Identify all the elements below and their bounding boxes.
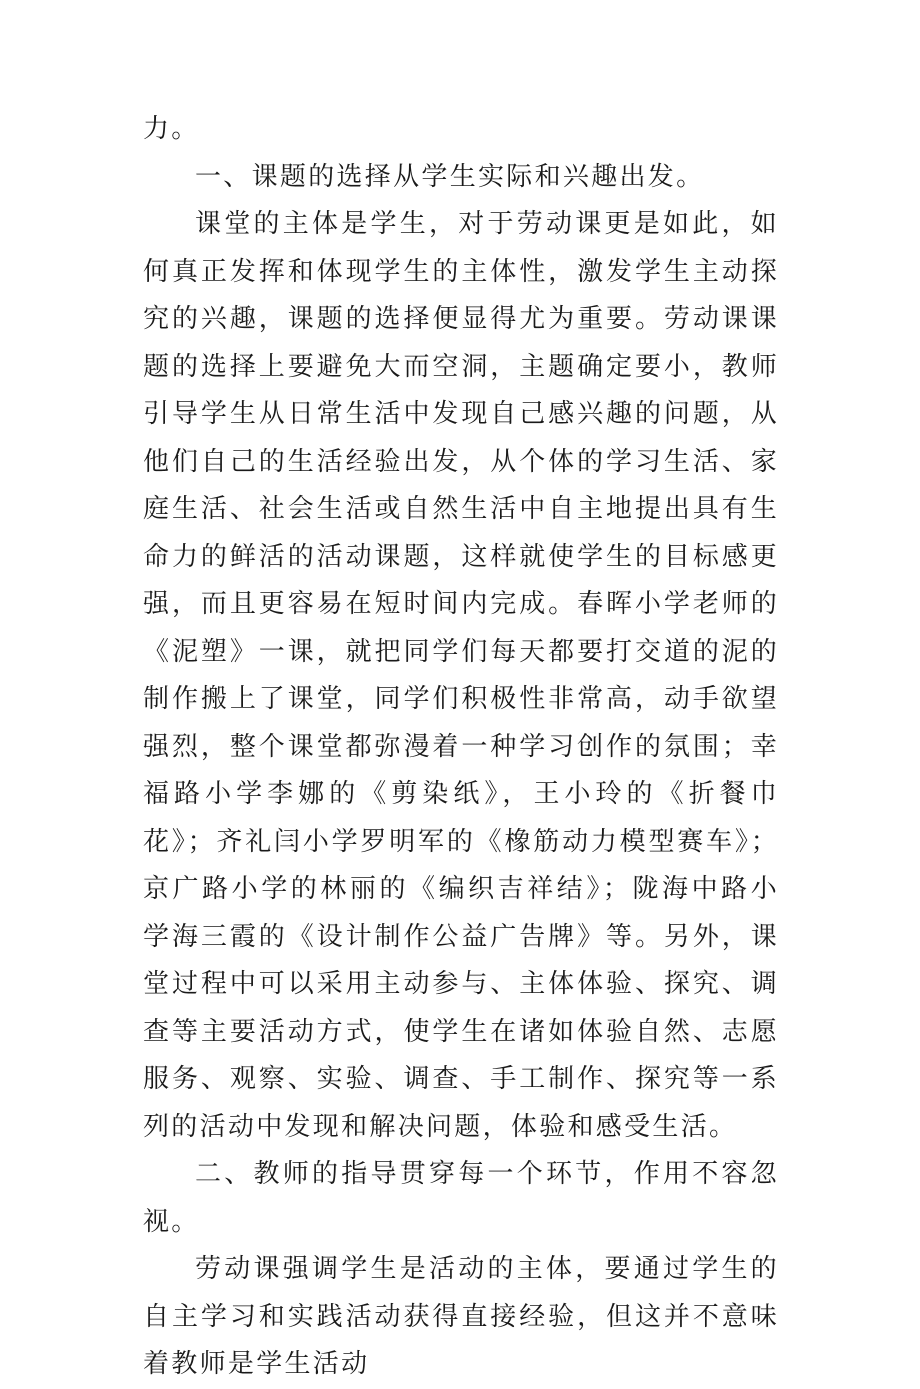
section-heading-2: 二、教师的指导贯穿每一个环节，作用不容忽视。 — [143, 1159, 779, 1237]
section-heading-1: 一、课题的选择从学生实际和兴趣出发。 — [195, 161, 705, 192]
paragraph-topic-selection: 课堂的主体是学生，对于劳动课更是如此，如何真正发挥和体现学生的主体性，激发学生主动探究的兴趣，课题的选择便显得尤为重要。劳动课课题的选择上要避免大而空洞，主题确定要小，教师引导学生从日常生活中发现自己感兴趣的问题，从他们自己的生活经验出发，从个体的学习生活、家庭生活、社会生活或自然生活中自主地提出具有生命力的鲜活的活动课题，这样就使学生的目标感更强，而且更容易在短时间内完成。春晖小学老师的《泥塑》一课，就把同学们每天都要打交道的泥的制作搬上了课堂，同学们积极性非常高，动手欲望强烈，整个课堂都弥漫着一种学习创作的氛围；幸福路小学李娜的《剪染纸》，王小玲的《折餐巾花》；齐礼闫小学罗明军的《橡筋动力模型赛车》；京广路小学的林丽的《编织吉祥结》；陇海中路小学海三霞的《设计制作公益广告牌》等。另外，课堂过程中可以采用主动参与、主体体验、探究、调查等主要活动方式，使学生在诸如体验自然、志愿服务、观察、实验、调查、手工制作、探究等一系列的活动中发现和解决问题，体验和感受生活。 — [143, 209, 779, 1142]
paragraph-teacher-guidance: 劳动课强调学生是活动的主体，要通过学生的自主学习和实践活动获得直接经验，但这并不意味着教师是学生活动 — [143, 1254, 779, 1379]
body-text — [143, 106, 779, 1389]
paragraph-continuation: 力。 — [143, 114, 200, 144]
